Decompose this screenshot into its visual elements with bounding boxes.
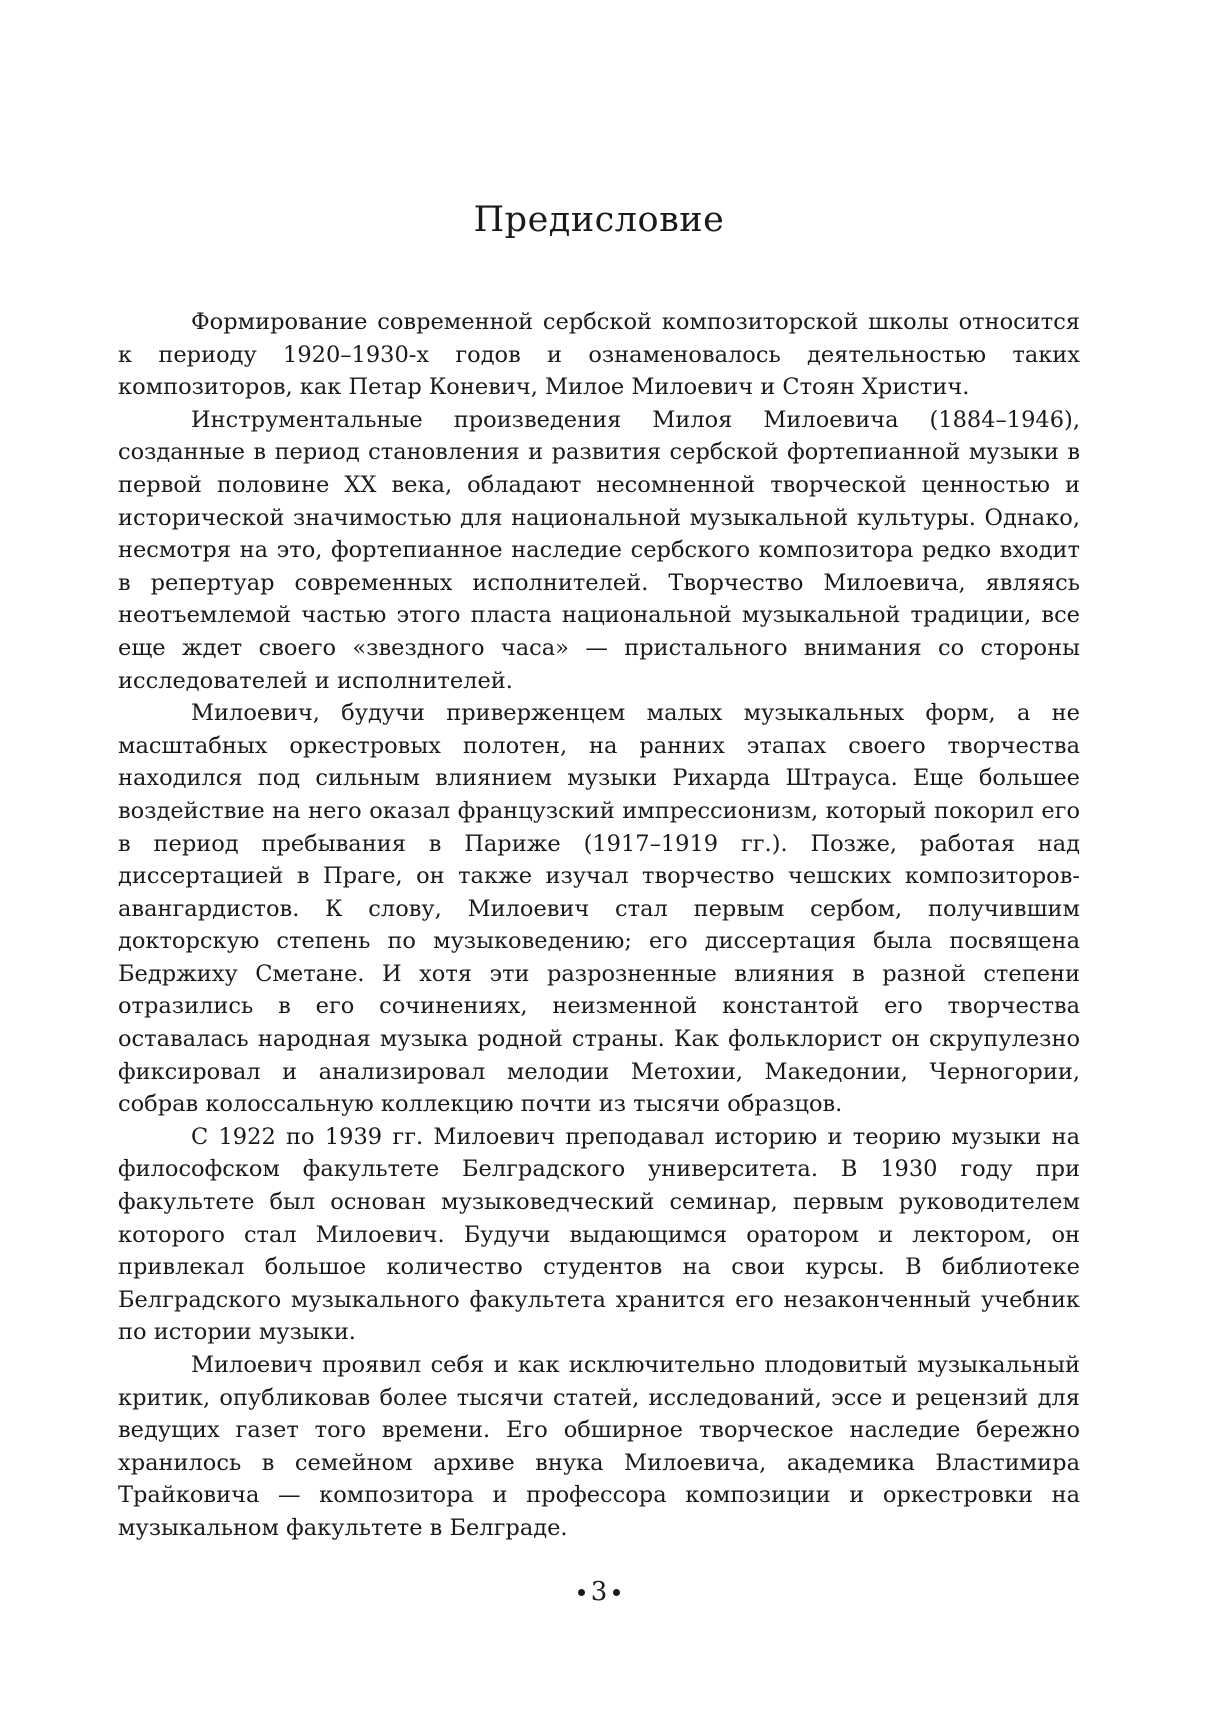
paragraph-2: Инструментальные произведения Милоя Милоевича (1884–1946), созданные в период становления и развития сербской фортепианной музыки в первой половине XX века, обладают несомненной творческой ценностью и исторической значимостью для национальной музыкальной культуры. Однако, несмотря на это, фортепианное наследие сербского композитора редко входит в репертуар современных исполнителей. Творчество Милоевича, являясь неотъемлемой частью этого пласта национальной музыкальной традиции, все еще ждет своего «звездного часа» — пристального внимания со стороны исследователей и исполнителей. — [118, 406, 1080, 694]
bullet-dot-right — [613, 1589, 620, 1596]
page-title: Предисловие — [473, 200, 725, 240]
bullet-dot-left — [578, 1589, 585, 1596]
paragraph-5: Милоевич проявил себя и как исключительно плодовитый музыкальный критик, опубликовав более тысячи статей, исследований, эссе и рецензий для ведущих газет того времени. Его обширное творческое наследие бережно хранилось в семейном архиве внука Милоевича, академика Властимира Трайковича — композитора и профессора композиции и оркестровки на музыкальном факультете в Белграде. — [118, 1352, 1080, 1541]
paragraph-3: Милоевич, будучи приверженцем малых музыкальных форм, а не масштабных оркестровых полотен, на ранних этапах своего творчества находился под сильным влиянием музыки Рихарда Штрауса. Еще большее воздействие на него оказал французский импрессионизм, который покорил его в период пребывания в Париже (1917–1919 гг.). Позже, работая над диссертацией в Праге, он также изучал творчество чешских композиторов-авангардистов. К слову, Милоевич стал первым сербом, получившим докторскую степень по музыковедению; его диссертация была посвящена Бедржиху Сметане. И хотя эти разрозненные влияния в разной степени отразились в его сочинениях, неизменной константой его творчества оставалась народная музыка родной страны. Как фольклорист он скрупулезно фиксировал и анализировал мелодии Метохии, Македонии, Черногории, собрав колоссальную коллекцию почти из тысячи образцов. — [118, 700, 1080, 1118]
page — [118, 0, 1080, 1713]
page-number — [118, 1576, 1080, 1608]
paragraph-4: С 1922 по 1939 гг. Милоевич преподавал историю и теорию музыки на философском факультете Белградского университета. В 1930 году при факультете был основан музыковедческий семинар, первым руководителем которого стал Милоевич. Будучи выдающимся оратором и лектором, он привлекал большое количество студентов на свои курсы. В библиотеке Белградского музыкального факультета хранится его незаконченный учебник по истории музыки. — [118, 1123, 1080, 1346]
page-number-value: 3 — [590, 1577, 608, 1607]
preface-body — [118, 306, 1080, 1545]
paragraph-1: Формирование современной сербской композиторской школы относится к периоду 1920–1930-х годов и ознаменовалось деятельностью таких композиторов, как Петар Коневич, Милое Милоевич и Стоян Христич. — [118, 309, 1080, 401]
